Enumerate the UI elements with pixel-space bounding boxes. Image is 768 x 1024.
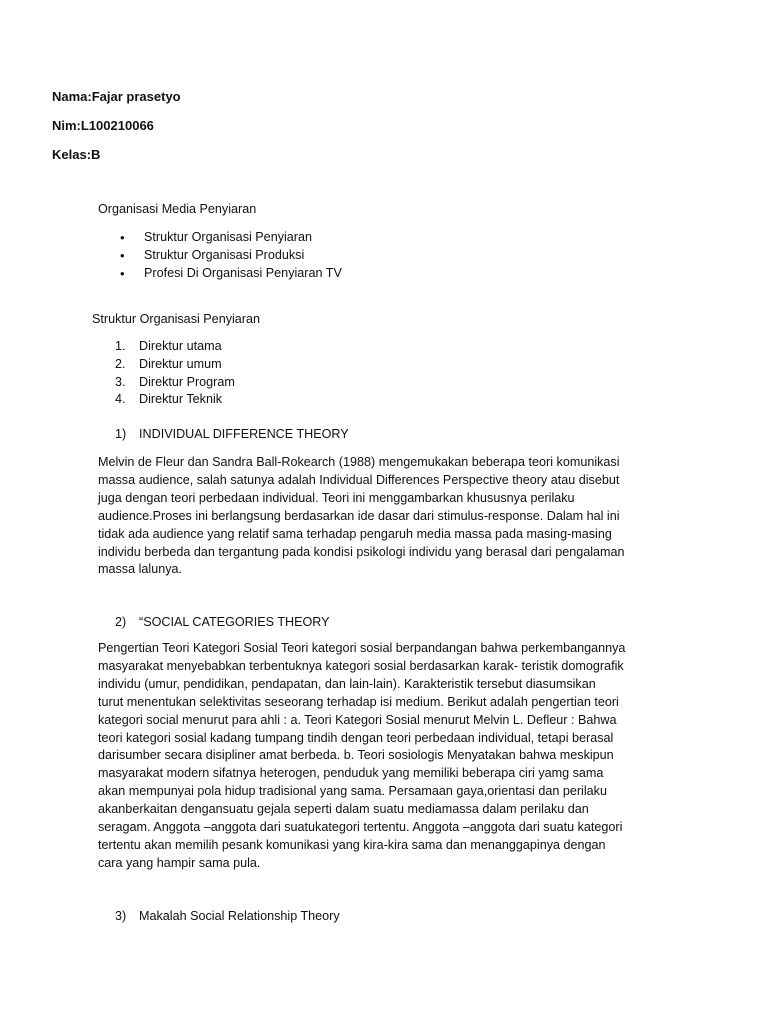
bullet-icon: •: [120, 248, 125, 263]
outline-bullet-label: Struktur Organisasi Produksi: [144, 248, 305, 262]
paragraph-line: darisumber secara disipliner amat berbeda. b. Teori sosiologis Menyatakan bahwa meskipun: [98, 748, 614, 763]
outline-bullet-label: Struktur Organisasi Penyiaran: [144, 230, 312, 244]
student-name: Nama:Fajar prasetyo: [52, 89, 181, 104]
outline-bullet-item: [120, 248, 305, 263]
paragraph-line: turut menentukan selektivitas seseorang terhadap isi medium. Berikut adalah pengertian teori: [98, 694, 619, 709]
struktur-list-item: [115, 357, 222, 371]
struktur-item-label: Direktur Teknik: [139, 392, 223, 406]
outline-bullet-item: [120, 266, 342, 281]
section-heading: [115, 427, 349, 441]
struktur-list-item: [115, 339, 222, 353]
section-heading-text: Makalah Social Relationship Theory: [139, 909, 340, 923]
paragraph-line: cara yang hampir sama pula.: [98, 855, 261, 870]
paragraph-line: tertentu akan memilih pesank komunikasi yang kira-kira sama dan menanggapinya dengan: [98, 837, 606, 852]
section-heading-text: “SOCIAL CATEGORIES THEORY: [139, 615, 330, 629]
struktur-title: Struktur Organisasi Penyiaran: [92, 312, 260, 326]
paragraph-line: massa audience, salah satunya adalah Individual Differences Perspective theory atau disebut: [98, 472, 620, 487]
paragraph-line: audience.Proses ini berlangsung berdasarkan ide dasar dari stimulus-response. Dalam hal ini: [98, 508, 620, 523]
section-paragraph: [98, 454, 658, 579]
paragraph-line: masyarakat modern sifatnya heterogen, penduduk yang memiliki beberapa ciri yamg sama: [98, 766, 604, 781]
struktur-list-item: [115, 392, 223, 406]
paragraph-line: teori kategori sosial kadang tumpang tindih dengan teori perbedaan individual, tetapi berasal: [98, 730, 614, 745]
paragraph-line: Pengertian Teori Kategori Sosial Teori kategori sosial berpandangan bahwa perkembangannya: [98, 641, 626, 655]
paragraph-line: individu berbeda dan tergantung pada kondisi psikologi individu yang berasal dari pengalaman: [98, 544, 625, 559]
paragraph-line: tidak ada audience yang relatif sama terhadap pengaruh media massa pada masing-masing: [98, 526, 612, 541]
section-marker: 2): [115, 615, 127, 629]
section-heading-text: INDIVIDUAL DIFFERENCE THEORY: [139, 427, 349, 441]
struktur-item-label: Direktur umum: [139, 357, 222, 371]
paragraph-line: massa lalunya.: [98, 562, 182, 577]
paragraph-line: Melvin de Fleur dan Sandra Ball-Rokearch (1988) mengemukakan beberapa teori komunikasi: [98, 455, 620, 469]
section-heading: [115, 909, 340, 923]
struktur-list-item: [115, 375, 235, 389]
list-marker: 3.: [115, 375, 126, 389]
paragraph-line: juga dengan teori perbedaan individual. Teori ini menggambarkan khususnya perilaku: [98, 490, 575, 505]
section-marker: 3): [115, 909, 127, 923]
paragraph-line: akan mempunyai pola hidup tradisional yang sama. Persamaan gaya,orientasi dan perilaku: [98, 784, 607, 799]
list-marker: 1.: [115, 339, 126, 353]
section-marker: 1): [115, 427, 127, 441]
outline-bullet-label: Profesi Di Organisasi Penyiaran TV: [144, 266, 342, 280]
outline-title: Organisasi Media Penyiaran: [98, 202, 257, 216]
paragraph-line: kategori social menurut para ahli : a. Teori Kategori Sosial menurut Melvin L. Defleur : Bahwa: [98, 712, 617, 727]
struktur-item-label: Direktur Program: [139, 375, 235, 389]
list-marker: 2.: [115, 357, 126, 371]
paragraph-line: individu (umur, pendidikan, pendapatan, dan lain-lain). Karakteristik tersebut diasumsikan: [98, 676, 596, 691]
list-marker: 4.: [115, 392, 126, 406]
paragraph-line: akanberkaitan dengansuatu gejala seperti dalam suatu mediamassa dalam perilaku dan: [98, 802, 589, 817]
outline-bullet-item: [120, 230, 312, 245]
section-paragraph: [98, 640, 658, 873]
struktur-item-label: Direktur utama: [139, 339, 222, 353]
section-heading: [115, 615, 330, 629]
student-class: Kelas:B: [52, 147, 101, 162]
paragraph-line: seragam. Anggota –anggota dari suatukategori tertentu. Anggota –anggota dari suatu kategori: [98, 820, 623, 835]
bullet-icon: •: [120, 266, 125, 281]
student-nim: Nim:L100210066: [52, 118, 154, 133]
bullet-icon: •: [120, 230, 125, 245]
paragraph-line: masyarakat menyebabkan terbentuknya kategori sosial berdasarkan karak- teristik domografik: [98, 658, 624, 673]
